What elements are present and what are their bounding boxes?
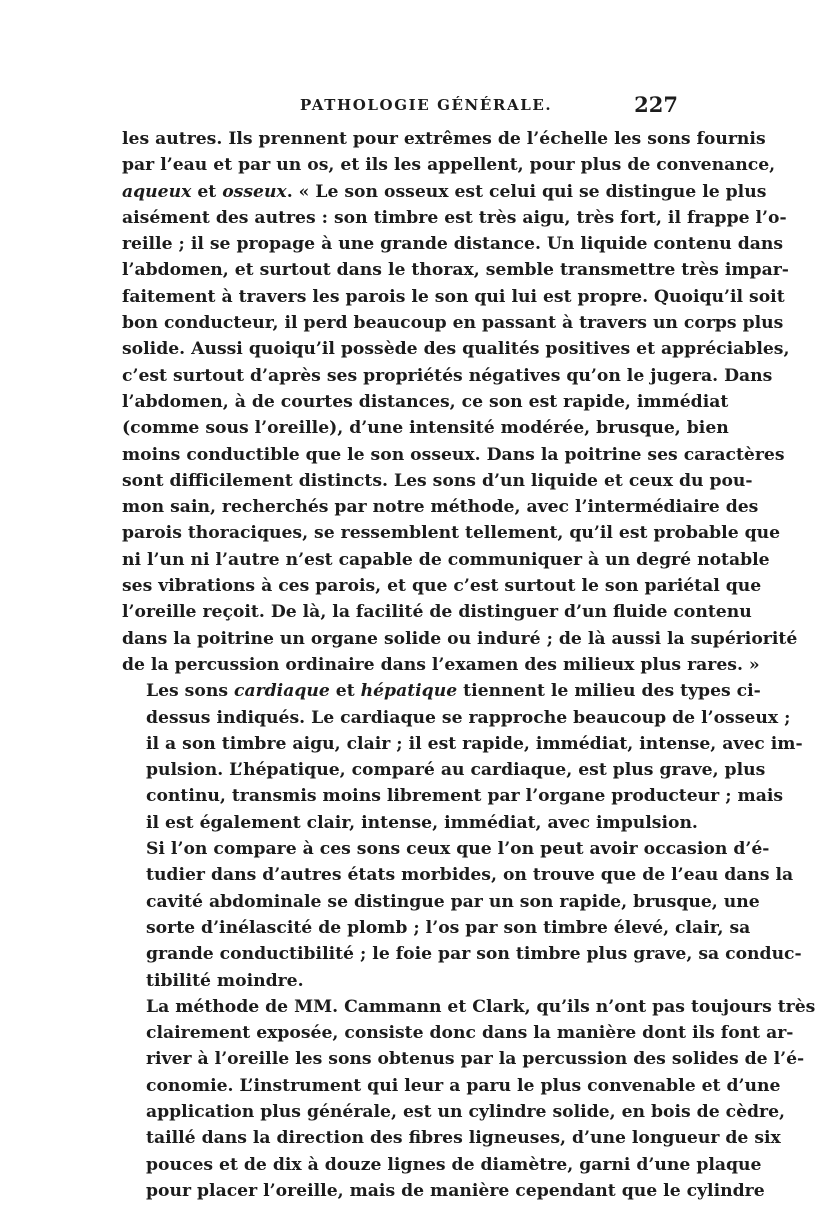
- text-line: [122, 1125, 781, 1151]
- italic-term: hépatique: [360, 681, 458, 702]
- text-run: l’abdomen, à de courtes distances, ce son est rapide, immédiat: [122, 391, 729, 412]
- text-run: dessus indiqués. Le cardiaque se rapproche beaucoup de l’osseux ;: [146, 707, 791, 728]
- text-run: clairement exposée, consiste donc dans la manière dont ils font ar-: [146, 1023, 794, 1044]
- text-run: les autres. Ils prennent pour extrêmes de l’échelle les sons fournis: [122, 129, 766, 149]
- text-run: application plus générale, est un cylindre solide, en bois de cèdre,: [146, 1101, 786, 1122]
- text-line: [122, 205, 787, 231]
- text-run: tudier dans d’autres états morbides, on trouve que de l’eau dans la: [146, 865, 794, 886]
- page-number: 227: [634, 92, 678, 117]
- text-run: tibilité moindre.: [146, 970, 304, 991]
- text-run: pour placer l’oreille, mais de manière cependant que le cylindre: [146, 1180, 765, 1201]
- text-line: [122, 941, 802, 967]
- text-run: faitement à travers les parois le son qui lui est propre. Quoiqu’il soit: [122, 286, 785, 307]
- italic-term: cardiaque: [233, 681, 330, 702]
- text-line: [122, 757, 766, 783]
- text-run: solide. Aussi quoiqu’il possède des qualités positives et appréciables,: [122, 339, 790, 360]
- text-run: (comme sous l’oreille), d’une intensité modérée, brusque, bien: [122, 418, 729, 439]
- text-run: aisément des autres : son timbre est très aigu, très fort, il frappe l’o-: [122, 207, 787, 228]
- text-run: ses vibrations à ces parois, et que c’est surtout le son pariétal que: [122, 576, 762, 597]
- text-run: pulsion. L’hépatique, comparé au cardiaque, est plus grave, plus: [146, 760, 766, 781]
- text-line: [122, 179, 767, 205]
- paragraph: [122, 994, 815, 1204]
- text-run: moins conductible que le son osseux. Dans la poitrine ses caractères: [122, 444, 785, 465]
- text-run: parois thoraciques, se ressemblent tellement, qu’il est probable que: [122, 523, 781, 544]
- text-line: [122, 836, 770, 862]
- text-line: [122, 1020, 794, 1046]
- text-run: tiennent le milieu des types ci-: [457, 681, 761, 702]
- running-title: PATHOLOGIE GÉNÉRALE.: [300, 96, 553, 114]
- text-run: Les sons: [146, 681, 234, 702]
- text-run: taillé dans la direction des fibres ligneuses, d’une longueur de six: [146, 1128, 781, 1149]
- text-run: l’oreille reçoit. De là, la facilité de distinguer d’un fluide contenu: [122, 602, 752, 623]
- text-run: il est également clair, intense, immédiat, avec impulsion.: [146, 812, 698, 833]
- text-line: [122, 862, 794, 888]
- text-run: l’abdomen, et surtout dans le thorax, semble transmettre très impar-: [122, 260, 789, 281]
- text-run: pouces et de dix à douze lignes de diamètre, garni d’une plaque: [146, 1154, 762, 1175]
- text-line: [122, 442, 785, 468]
- text-run: par l’eau et par un os, et ils les appellent, pour plus de convenance,: [122, 155, 776, 176]
- text-run: de la percussion ordinaire dans l’examen des milieux plus rares. »: [122, 654, 760, 675]
- text-line: [122, 231, 784, 257]
- text-line: [122, 599, 752, 625]
- text-run: continu, transmis moins librement par l’organe producteur ; mais: [146, 786, 784, 807]
- text-line: [122, 889, 760, 915]
- text-run: ni l’un ni l’autre n’est capable de communiquer à un degré notable: [122, 549, 770, 570]
- book-page: [122, 92, 815, 1204]
- text-line: [122, 1073, 781, 1099]
- text-run: et: [329, 681, 361, 702]
- text-line: [122, 310, 784, 336]
- text-run: . « Le son osseux est celui qui se distingue le plus: [286, 181, 767, 202]
- text-line: [122, 547, 770, 573]
- text-line: [122, 336, 790, 362]
- text-run: La méthode de MM. Cammann et Clark, qu’ils n’ont pas toujours très: [146, 996, 815, 1017]
- text-line: [122, 520, 781, 546]
- text-line: [122, 1099, 786, 1125]
- text-line: [122, 652, 760, 678]
- text-run: c’est surtout d’après ses propriétés négatives qu’on le jugera. Dans: [122, 365, 773, 386]
- text-line: [122, 284, 785, 310]
- text-line: [122, 363, 773, 389]
- text-run: sont difficilement distincts. Les sons d’un liquide et ceux du pou-: [122, 470, 753, 491]
- text-line: [122, 731, 803, 757]
- text-run: bon conducteur, il perd beaucoup en passant à travers un corps plus: [122, 313, 784, 334]
- text-line: [122, 994, 815, 1020]
- text-line: [122, 468, 753, 494]
- text-line: [122, 573, 762, 599]
- text-run: river à l’oreille les sons obtenus par la percussion des solides de l’é-: [146, 1049, 805, 1070]
- text-line: [122, 915, 751, 941]
- text-run: et: [191, 181, 223, 202]
- paragraph: [122, 678, 803, 836]
- text-run: Si l’on compare à ces sons ceux que l’on peut avoir occasion d’é-: [146, 839, 770, 860]
- text-run: sorte d’inélascité de plomb ; l’os par son timbre élevé, clair, sa: [146, 917, 751, 938]
- text-line: [122, 705, 791, 731]
- text-line: [122, 257, 789, 283]
- paragraph: [122, 836, 802, 994]
- text-line: [122, 783, 784, 809]
- paragraph: [122, 126, 798, 678]
- text-line: [122, 126, 766, 152]
- text-run: grande conductibilité ; le foie par son timbre plus grave, sa conduc-: [146, 944, 802, 965]
- text-line: [122, 389, 729, 415]
- italic-term: osseux: [222, 181, 287, 202]
- text-run: conomie. L’instrument qui leur a paru le plus convenable et d’une: [146, 1075, 781, 1096]
- text-line: [122, 1152, 762, 1178]
- text-run: dans la poitrine un organe solide ou induré ; de là aussi la supériorité: [122, 628, 798, 649]
- text-line: [122, 968, 678, 994]
- text-line: [122, 810, 698, 836]
- text-run: mon sain, recherchés par notre méthode, avec l’intermédiaire des: [122, 497, 759, 518]
- text-line: [122, 678, 761, 704]
- text-run: il a son timbre aigu, clair ; il est rapide, immédiat, intense, avec im-: [146, 733, 803, 754]
- body-text: [122, 126, 815, 1204]
- text-run: cavité abdominale se distingue par un son rapide, brusque, une: [146, 891, 760, 912]
- text-run: reille ; il se propage à une grande distance. Un liquide contenu dans: [122, 234, 784, 255]
- text-line: [122, 494, 759, 520]
- text-line: [122, 1046, 805, 1072]
- text-line: [122, 415, 729, 441]
- text-line: [122, 626, 798, 652]
- italic-term: aqueux: [122, 181, 192, 202]
- running-head: [122, 92, 678, 126]
- text-line: [122, 152, 776, 178]
- text-line: [122, 1178, 765, 1204]
